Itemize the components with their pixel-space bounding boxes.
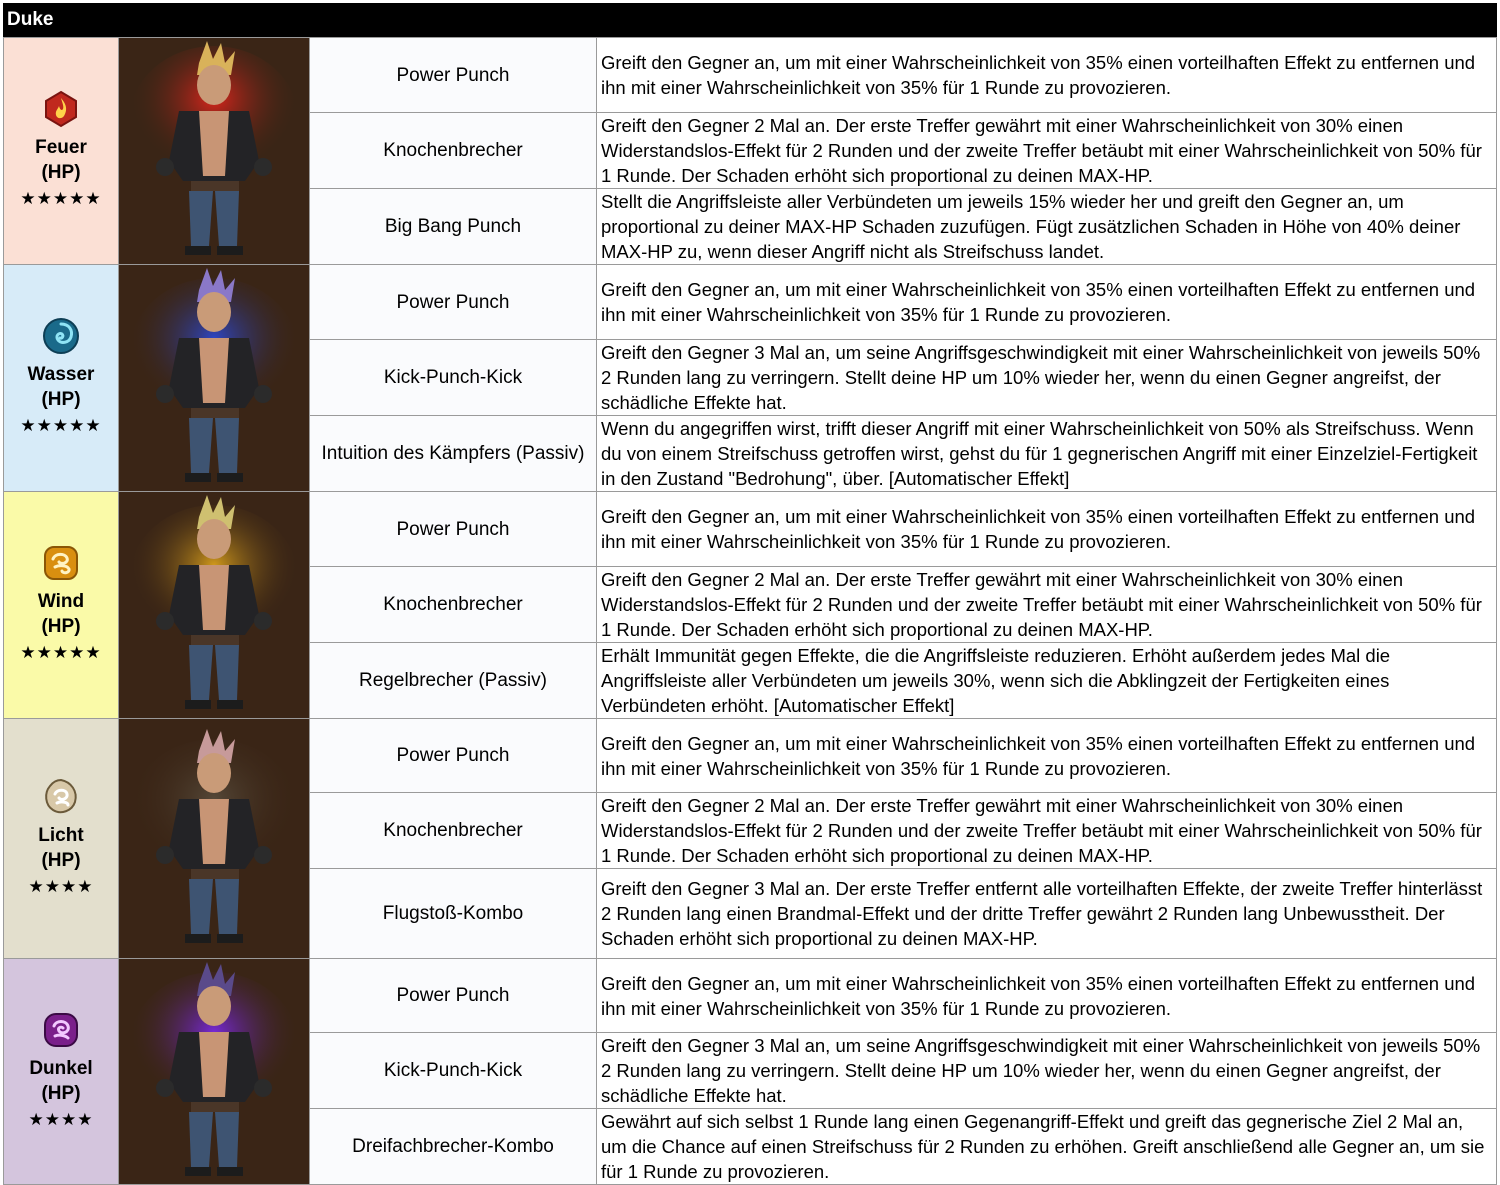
skill-name: Power Punch <box>310 719 597 793</box>
portrait-cell-light <box>119 719 310 959</box>
element-cell-wind <box>4 492 119 719</box>
duke-fire-portrait <box>119 41 309 261</box>
element-name: Dunkel <box>29 1057 93 1079</box>
monster-type: (HP) <box>41 849 81 871</box>
table-row <box>4 38 1497 113</box>
element-cell-water <box>4 265 119 492</box>
skill-description: Greift den Gegner 2 Mal an. Der erste Treffer gewährt mit einer Wahrscheinlichkeit von 30% einen Widerstandslos-Effekt für 2 Runden und der zweite Treffer betäubt mit einer Wahrscheinlichkeit von 50% für 1 Runde. Der Schaden erhöht sich proportional zu deinen MAX-HP. <box>597 113 1497 189</box>
fire-element-icon <box>41 89 81 129</box>
table-row <box>4 959 1497 1033</box>
monster-type: (HP) <box>41 389 81 410</box>
wind-element-icon <box>41 543 81 583</box>
skill-description: Greift den Gegner an, um mit einer Wahrscheinlichkeit von 35% einen vorteilhaften Effekt zu entfernen und ihn mit einer Wahrscheinlichkeit von 35% für 1 Runde zu provozieren. <box>597 265 1497 340</box>
monster-type: (HP) <box>41 1082 81 1104</box>
skill-description: Greift den Gegner 2 Mal an. Der erste Treffer gewährt mit einer Wahrscheinlichkeit von 30% einen Widerstandslos-Effekt für 2 Runden und der zweite Treffer betäubt mit einer Wahrscheinlichkeit von 50% für 1 Runde. Der Schaden erhöht sich proportional zu deinen MAX-HP. <box>597 793 1497 869</box>
element-name: Wasser <box>27 364 95 385</box>
monster-type: (HP) <box>41 616 81 637</box>
element-cell-fire <box>4 38 119 265</box>
star-rating: ★★★★ <box>28 1109 94 1129</box>
skill-description: Greift den Gegner an, um mit einer Wahrscheinlichkeit von 35% einen vorteilhaften Effekt zu entfernen und ihn mit einer Wahrscheinlichkeit von 35% für 1 Runde zu provozieren. <box>597 492 1497 567</box>
skill-name: Flugstoß-Kombo <box>310 869 597 959</box>
skill-name: Power Punch <box>310 265 597 340</box>
star-rating: ★★★★★ <box>20 643 102 662</box>
skill-description: Greift den Gegner an, um mit einer Wahrscheinlichkeit von 35% einen vorteilhaften Effekt zu entfernen und ihn mit einer Wahrscheinlichkeit von 35% für 1 Runde zu provozieren. <box>597 959 1497 1033</box>
duke-light-portrait <box>119 729 309 949</box>
skill-description: Wenn du angegriffen wirst, trifft dieser Angriff mit einer Wahrscheinlichkeit von 50% als Streifschuss. Wenn du von einem Streifschuss getroffen wirst, gehst du für 1 gegnerischen Angriff mit einer Einzelziel-Fertigkeit in den Zustand "Bedrohung", über. [Automatischer Effekt] <box>597 416 1497 492</box>
dark-element-icon <box>41 1010 81 1050</box>
monster-type: (HP) <box>41 162 81 183</box>
skill-description: Greift den Gegner 3 Mal an, um seine Angriffsgeschwindigkeit mit einer Wahrscheinlichkeit von jeweils 50% 2 Runden lang zu verringern. Stellt deine HP um 10% wieder her, wenn du einen Gegner angreifst, der schädliche Effekte hat. <box>597 340 1497 416</box>
skill-name: Power Punch <box>310 492 597 567</box>
skill-name: Big Bang Punch <box>310 189 597 265</box>
monster-skill-sheet <box>3 3 1497 1185</box>
skill-name: Power Punch <box>310 959 597 1033</box>
skill-name: Knochenbrecher <box>310 113 597 189</box>
duke-wind-portrait <box>119 495 309 715</box>
skill-description: Erhält Immunität gegen Effekte, die die Angriffsleiste reduzieren. Erhöht außerdem jedes Mal die Angriffsleiste aller Verbündeten um jeweils 30%, wenn sich die Abklingzeit der Fertigkeiten eines Verbündeten erhöht. [Automatischer Effekt] <box>597 643 1497 719</box>
skill-description: Greift den Gegner 3 Mal an, um seine Angriffsgeschwindigkeit mit einer Wahrscheinlichkeit von jeweils 50% 2 Runden lang zu verringern. Stellt deine HP um 10% wieder her, wenn du einen Gegner angreifst, der schädliche Effekte hat. <box>597 1033 1497 1109</box>
skill-name: Dreifachbrecher-Kombo <box>310 1109 597 1185</box>
portrait-cell-water <box>119 265 310 492</box>
skill-name: Regelbrecher (Passiv) <box>310 643 597 719</box>
skill-description: Greift den Gegner 3 Mal an. Der erste Treffer entfernt alle vorteilhaften Effekte, der zweite Treffer hinterlässt 2 Runden lang einen Brandmal-Effekt und der dritte Treffer gewährt 2 Runden lang Unbewusstheit. Der Schaden erhöht sich proportional zu deinen MAX-HP. <box>597 869 1497 959</box>
duke-dark-portrait <box>119 962 309 1182</box>
star-rating: ★★★★★ <box>20 189 102 208</box>
skill-name: Power Punch <box>310 38 597 113</box>
water-element-icon <box>41 316 81 356</box>
skill-name: Knochenbrecher <box>310 793 597 869</box>
sheet-title: Duke <box>3 3 1497 37</box>
skill-description: Gewährt auf sich selbst 1 Runde lang einen Gegenangriff-Effekt und greift das gegnerische Ziel 2 Mal an, um die Chance auf einen Streifschuss für 2 Runden zu erhöhen. Greift anschließend alle Gegner an, um sie für 1 Runde zu provozieren. <box>597 1109 1497 1185</box>
duke-water-portrait <box>119 268 309 488</box>
portrait-cell-fire <box>119 38 310 265</box>
star-rating: ★★★★ <box>28 876 94 896</box>
skill-description: Greift den Gegner 2 Mal an. Der erste Treffer gewährt mit einer Wahrscheinlichkeit von 30% einen Widerstandslos-Effekt für 2 Runden und der zweite Treffer betäubt mit einer Wahrscheinlichkeit von 50% für 1 Runde. Der Schaden erhöht sich proportional zu deinen MAX-HP. <box>597 567 1497 643</box>
portrait-cell-wind <box>119 492 310 719</box>
skill-description: Stellt die Angriffsleiste aller Verbündeten um jeweils 15% wieder her und greift den Gegner an, um proportional zu deiner MAX-HP Schaden zuzufügen. Fügt zusätzlichen Schaden in Höhe von 40% deiner MAX-HP zu, wenn dieser Angriff nicht als Streifschuss landet. <box>597 189 1497 265</box>
skill-name: Kick-Punch-Kick <box>310 1033 597 1109</box>
skill-description: Greift den Gegner an, um mit einer Wahrscheinlichkeit von 35% einen vorteilhaften Effekt zu entfernen und ihn mit einer Wahrscheinlichkeit von 35% für 1 Runde zu provozieren. <box>597 38 1497 113</box>
table-row <box>4 492 1497 567</box>
element-name: Feuer <box>35 137 87 158</box>
skill-description: Greift den Gegner an, um mit einer Wahrscheinlichkeit von 35% einen vorteilhaften Effekt zu entfernen und ihn mit einer Wahrscheinlichkeit von 35% für 1 Runde zu provozieren. <box>597 719 1497 793</box>
element-name: Licht <box>38 824 84 846</box>
element-cell-light <box>4 719 119 959</box>
skill-name: Knochenbrecher <box>310 567 597 643</box>
table-row <box>4 719 1497 793</box>
element-name: Wind <box>37 591 85 612</box>
star-rating: ★★★★★ <box>20 416 102 435</box>
table-row <box>4 265 1497 340</box>
portrait-cell-dark <box>119 959 310 1185</box>
skill-name: Kick-Punch-Kick <box>310 340 597 416</box>
element-cell-dark <box>4 959 119 1185</box>
skill-name: Intuition des Kämpfers (Passiv) <box>310 416 597 492</box>
skill-table <box>3 37 1497 1185</box>
light-element-icon <box>41 777 81 817</box>
